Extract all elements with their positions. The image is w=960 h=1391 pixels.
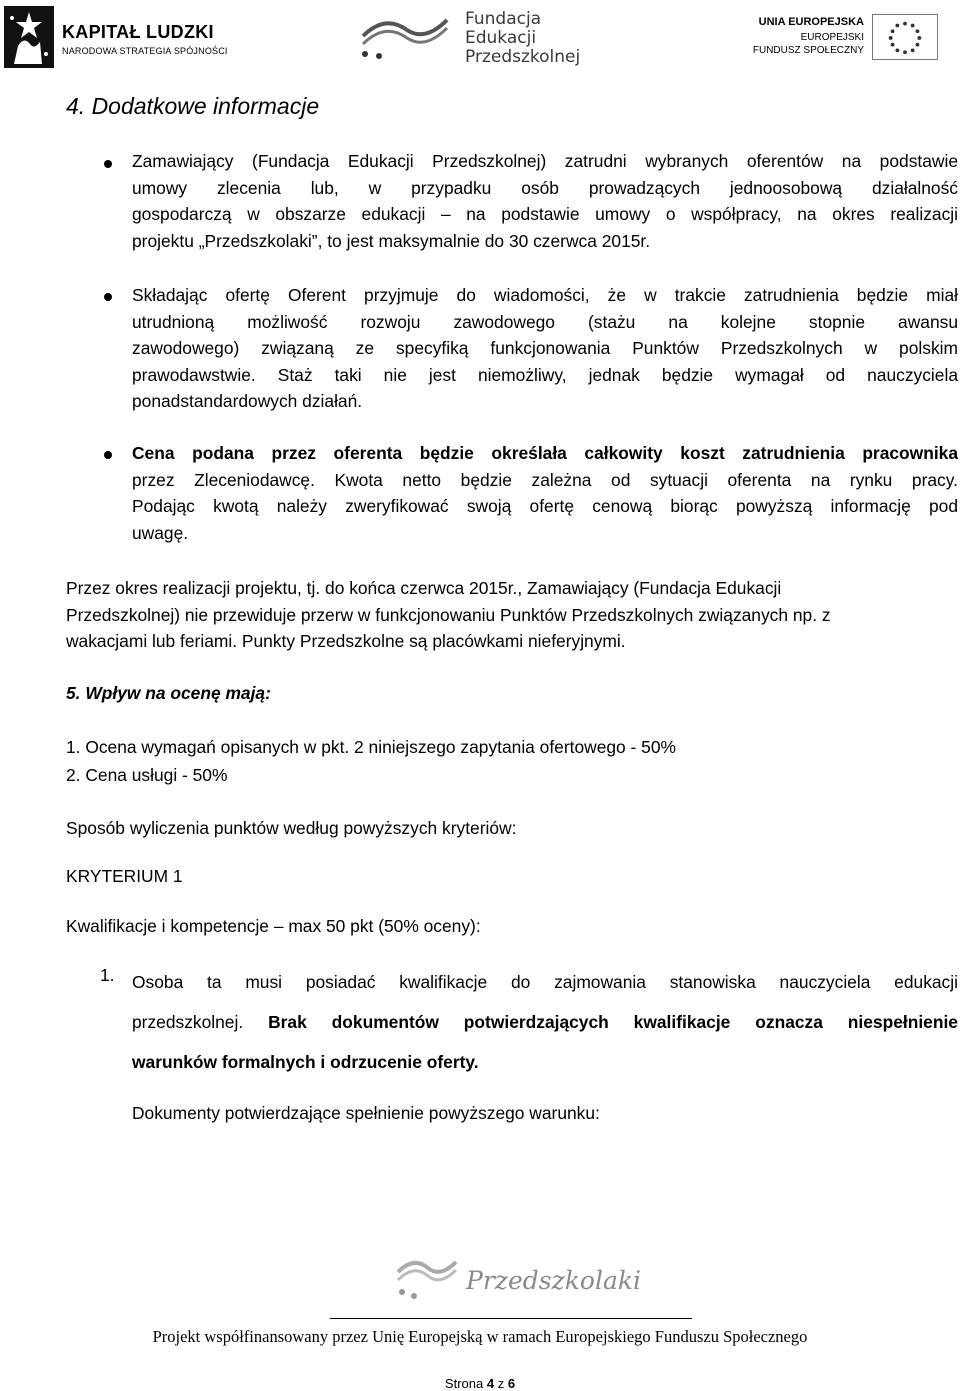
bullet-2-line: zawodowego) związaną ze specyfiką funkcjonowania Punktów Przedszkolnych w polskim [132, 338, 958, 358]
page-current: 4 [486, 1376, 495, 1391]
eu-flag-icon [872, 14, 938, 60]
fundacja-mark-icon [355, 10, 455, 64]
point-1-text [132, 962, 958, 1082]
kapital-ludzki-subtitle: NARODOWA STRATEGIA SPÓJNOŚCI [62, 46, 228, 56]
fundacja-line2: Edukacji [465, 28, 537, 48]
bullet-2-line: utrudnioną możliwość rozwoju zawodowego (stażu na kolejne stopnie awansu [132, 311, 958, 332]
bullet-1-text [132, 148, 958, 254]
point-1-number: 1. [100, 965, 115, 985]
projekt-paragraph [66, 575, 958, 655]
calculation-method: Sposób wyliczenia punktów według powyższych kryteriów: [66, 818, 517, 838]
bullet-2-line: ponadstandardowych działań. [132, 391, 363, 411]
bullet-3-text [132, 440, 958, 546]
przedszkolaki-logo-text: Przedszkolaki [466, 1266, 641, 1295]
kapital-ludzki-logo [4, 6, 228, 68]
page-number [0, 1376, 960, 1391]
qualifications-line: Kwalifikacje i kompetencje – max 50 pkt (50% oceny): [66, 916, 481, 936]
documents-line: Dokumenty potwierdzające spełnienie powyższego warunku: [132, 1103, 600, 1123]
point-1-line-2 [132, 1002, 958, 1042]
bullet-2-marker [104, 293, 112, 301]
criteria-item-1: 1. Ocena wymagań opisanych w pkt. 2 niniejszego zapytania ofertowego - 50% [66, 737, 676, 757]
point-1-bold: Brak dokumentów potwierdzających kwalifikacje oznacza niespełnienie [268, 1012, 958, 1032]
fundacja-line1: Fundacja [465, 9, 542, 29]
section-4-heading: 4. Dodatkowe informacje [66, 93, 320, 119]
bullet-1-line: projektu „Przedszkolaki”, to jest maksymalnie do 30 czerwca 2015r. [132, 230, 651, 251]
point-1-line: warunków formalnych i odrzucenie oferty. [132, 1052, 479, 1072]
bullet-3-marker [104, 451, 112, 459]
eu-line3: FUNDUSZ SPOŁECZNY [752, 45, 864, 56]
przedszkolaki-logo [392, 1246, 642, 1316]
eu-line1: UNIA EUROPEJSKA [758, 16, 864, 28]
eu-logo [752, 14, 948, 60]
bullet-1-line: Zamawiający (Fundacja Edukacji Przedszkolnej) zatrudni wybranych oferentów na podstawie [132, 151, 958, 171]
projekt-paragraph-line: wakacjami lub feriami. Punkty Przedszkolne są placówkami nieferyjnymi. [66, 631, 626, 651]
bullet-3-line: Podając kwotą należy zweryfikować swoją ofertę cenową biorąc powyższą informację pod [132, 496, 958, 516]
bullet-2-line: prawodawstwie. Staż taki nie jest niemożliwy, jednak będzie wymagał od nauczyciela [132, 364, 958, 385]
kapital-ludzki-title: KAPITAŁ LUDZKI [62, 22, 214, 42]
section-5-heading: 5. Wpływ na ocenę mają: [66, 683, 271, 703]
page-total: 6 [507, 1376, 516, 1391]
page-of: z [497, 1376, 505, 1391]
przedszkolaki-mark-icon [392, 1250, 462, 1310]
page-label: Strona [444, 1376, 484, 1391]
bullet-1-line: umowy zlecenia lub, w przypadku osób prowadzących jednoosobową działalność [132, 177, 958, 198]
bullet-3-line: przez Zleceniodawcę. Kwota netto będzie zależna od sytuacji oferenta na rynku pracy. [132, 469, 958, 490]
bullet-1-line: gospodarczą w obszarze edukacji – na podstawie umowy o współpracy, na okres realizacji [132, 204, 958, 224]
criterion-heading: KRYTERIUM 1 [66, 866, 183, 886]
bullet-3-line: uwagę. [132, 522, 189, 543]
bullet-3-line: Cena podana przez oferenta będzie określała całkowity koszt zatrudnienia pracownika [132, 443, 958, 463]
fundacja-line3: Przedszkolnej [465, 47, 581, 67]
eu-line2: EUROPEJSKI [800, 32, 864, 43]
footer-rule [330, 1318, 692, 1319]
bullet-1-marker [104, 160, 112, 168]
page-header [0, 0, 960, 80]
bullet-2-line: Składając ofertę Oferent przyjmuje do wiadomości, że w trakcie zatrudnienia będzie miał [132, 285, 958, 305]
kapital-ludzki-emblem-icon [4, 6, 54, 68]
footer-project-line: Projekt współfinansowany przez Unię Europejską w ramach Europejskiego Funduszu Społecznego [152, 1327, 808, 1346]
point-1-plain: przedszkolnej. [132, 1012, 244, 1032]
point-1-line: Osoba ta musi posiadać kwalifikacje do zajmowania stanowiska nauczyciela edukacji [132, 972, 958, 992]
projekt-paragraph-line: Przez okres realizacji projektu, tj. do końca czerwca 2015r., Zamawiający (Fundacja Edukacji [66, 578, 782, 598]
criteria-item-2: 2. Cena usługi - 50% [66, 765, 228, 785]
fundacja-logo [355, 8, 595, 67]
projekt-paragraph-line: Przedszkolnej) nie przewiduje przerw w funkcjonowaniu Punktów Przedszkolnych związanych np. z [66, 604, 831, 625]
bullet-2-text [132, 282, 958, 415]
